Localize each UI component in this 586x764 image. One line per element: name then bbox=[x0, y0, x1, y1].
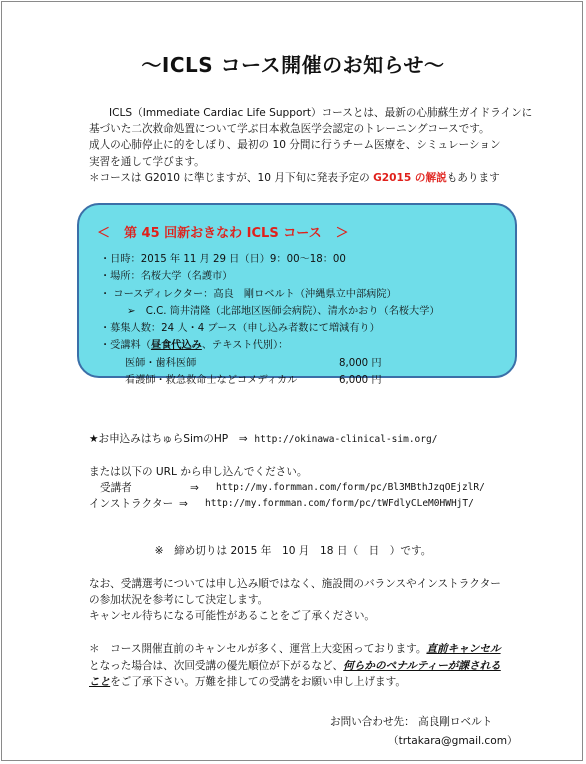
course-title-open: ＜ bbox=[97, 226, 111, 241]
intro-line-5 bbox=[89, 170, 529, 186]
contact-label: お問い合わせ先： 高良剛ロベルト bbox=[330, 716, 493, 728]
warning-part-3: をご了承下さい。万難を排しての受講をお願い申し上げます。 bbox=[110, 676, 406, 688]
warning-part-2: となった場合は、次回受講の優先順位が下がるなど、 bbox=[89, 659, 344, 672]
fee-row-doctor bbox=[100, 355, 500, 372]
selection-notes bbox=[89, 576, 529, 624]
cancellation-warning bbox=[89, 641, 509, 691]
apply-trainee-row bbox=[89, 480, 549, 496]
fee-label-end: 、テキスト代別）： bbox=[201, 340, 289, 352]
warning-emphasis-1: 直前キャンセル bbox=[426, 643, 501, 655]
apply-hp-label: ★お申込みはちゅらSimのHP ⇒ bbox=[89, 433, 248, 445]
warning-emphasis-2: 何らかのペナルティーが課されること bbox=[89, 659, 501, 688]
apply-trainee-label: 受講者 bbox=[100, 482, 132, 494]
course-coordinators: ➢ C.C. 筒井清隆（北部地区医師会病院）、清水かおり（名桜大学） bbox=[127, 305, 440, 317]
fee-lunch-included: 昼食代込み bbox=[150, 340, 202, 352]
deadline-notice: ※ 締め切りは 2015 年 10 月 18 日（ 日 ）です。 bbox=[154, 545, 432, 557]
notes-line-2: の参加状況を参考にして決定します。 bbox=[89, 594, 269, 606]
fee-label: ・受講料（ bbox=[100, 340, 151, 352]
notes-line-3: キャンセル待ちになる可能性があることをご了承ください。 bbox=[89, 610, 376, 622]
apply-instructor-link[interactable]: http://my.formman.com/form/pc/tWFdlyCLeM0HWHjT/ bbox=[205, 498, 474, 509]
apply-hp-link[interactable]: http://okinawa-clinical-sim.org/ bbox=[254, 434, 438, 445]
contact-email[interactable]: （trtakara@gmail.com） bbox=[388, 735, 518, 747]
apply-hp-line bbox=[89, 431, 549, 448]
page-title: ～ICLS コース開催のお知らせ～ bbox=[141, 53, 445, 77]
apply-trainee-arrow: ⇒ bbox=[190, 482, 199, 494]
course-capacity: ・募集人数：24 人・4 ブース（申し込み者数にて増減有り） bbox=[100, 323, 380, 335]
intro-line-4: 実習を通して学びます。 bbox=[89, 155, 205, 168]
apply-instructor-row bbox=[89, 496, 549, 512]
g2015-highlight: G2015 の解説 bbox=[373, 171, 447, 184]
intro-line-3: 成人の心肺停止に的をしぼり、最初の 10 分間に行うチーム医療を、シミュレーション bbox=[89, 139, 501, 152]
notes-line-1: なお、受講選考については申し込み順ではなく、施設間のバランスやインストラクター bbox=[89, 578, 501, 590]
apply-alt-line: または以下の URL から申し込んでください。 bbox=[89, 466, 308, 478]
intro-line-2: 基づいた二次救命処置について学ぶ日本救急医学会認定のトレーニングコースです。 bbox=[89, 123, 490, 136]
g2010-note: ＊コースは G2010 に準じますが、10 月下旬に発表予定の bbox=[89, 171, 374, 184]
intro-section bbox=[89, 105, 533, 186]
fee-row-doctor-name: 医師・歯科医師 bbox=[125, 357, 197, 369]
course-fee bbox=[100, 337, 500, 354]
course-date: ・日時：2015 年 11 月 29 日（日）9：00～18：00 bbox=[100, 254, 346, 265]
g2015-note-end: もあります bbox=[446, 171, 500, 184]
fee-row-comedical bbox=[100, 372, 500, 389]
fee-row-comedical-amount: 6,000 円 bbox=[339, 375, 382, 387]
apply-instructor-arrow: ⇒ bbox=[179, 498, 188, 510]
fee-row-comedical-name: 看護師・救急救命士などコメディカル bbox=[125, 375, 298, 387]
course-title-close: ＞ bbox=[335, 226, 349, 241]
course-title bbox=[97, 222, 349, 241]
apply-instructor-label: インストラクター bbox=[89, 498, 174, 510]
apply-section bbox=[89, 431, 549, 512]
apply-trainee-link[interactable]: http://my.formman.com/form/pc/Bl3MBthJzqOEjzlR/ bbox=[216, 482, 485, 493]
course-name: 第 45 回新おきなわ ICLS コース bbox=[124, 226, 322, 241]
fee-row-doctor-amount: 8,000 円 bbox=[339, 357, 382, 369]
intro-line-1: ICLS（Immediate Cardiac Life Support）コースとは、最新の心肺蘇生ガイドラインに bbox=[109, 107, 533, 119]
course-details bbox=[100, 251, 500, 389]
course-director: ・ コースディレクター：高良 剛ロベルト（沖縄県立中部病院） bbox=[100, 288, 397, 300]
warning-part-1: ＊ コース開催直前のキャンセルが多く、運営上大変困っております。 bbox=[89, 643, 427, 655]
contact-section bbox=[330, 713, 570, 751]
course-place: ・場所：名桜大学（名護市） bbox=[100, 271, 233, 283]
